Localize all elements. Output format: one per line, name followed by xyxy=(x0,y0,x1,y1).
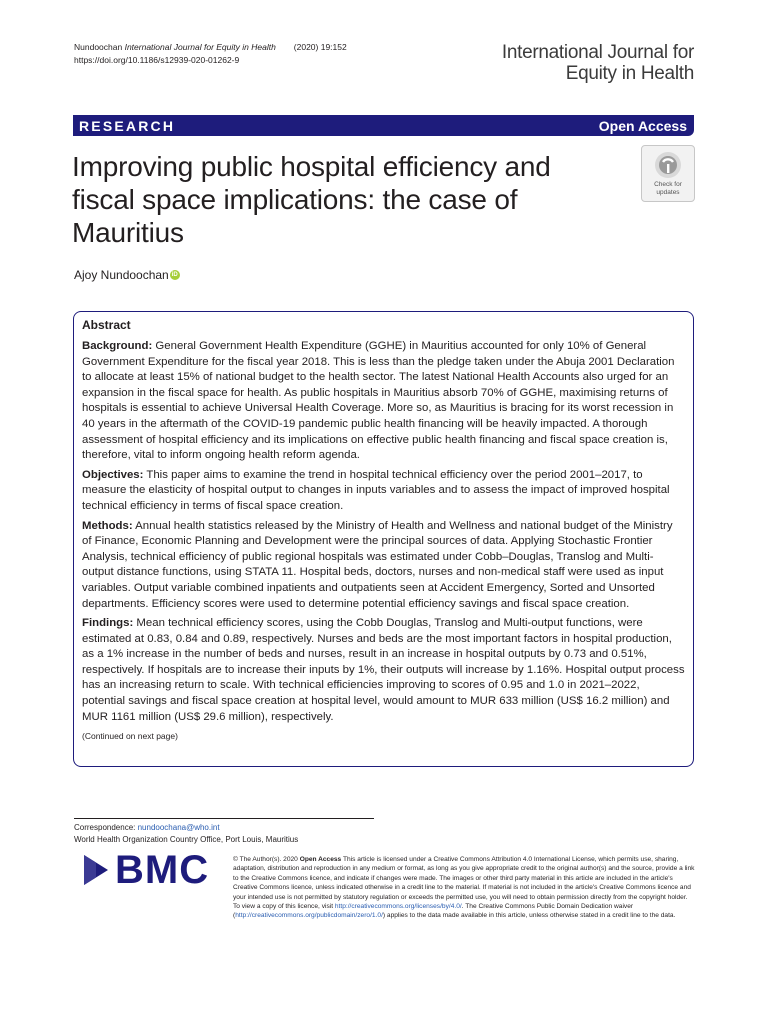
bmc-chevron-icon xyxy=(82,851,112,889)
check-for-updates-line2: updates xyxy=(656,188,680,196)
abstract-section-label: Findings: xyxy=(82,617,134,630)
article-type-label: RESEARCH xyxy=(79,117,176,134)
article-title: Improving public hospital efficiency and fiscal space implications: the case of Mauritius xyxy=(72,151,551,248)
footnote-divider xyxy=(74,818,374,819)
abstract-section-text: Mean technical efficiency scores, using the Cobb Douglas, Translog and Multi-output functions, were estimated at 0.83, 0.84 and 0.89, respectively. Nurses and beds are the most important factors in hospital production, as a 1% increase in the number of beds and nurses, result in an increase in hospital outputs by 0.73 and 0.51%, respectively. If hospitals are to increase their inputs by 1%, their outputs will increase by 1.16%. Hospital output process has an increasing return to scale. With technical efficiencies improving to scores of 0.95 and 1.0 in 2021–2022, potential savings and fiscal space creation at hospital level, would amount to MUR 633 million (US$ 16.2 million) and MUR 1161 million (US$ 29.6 million), respectively. xyxy=(82,617,685,723)
check-for-updates-badge[interactable] xyxy=(641,145,695,202)
citation-line xyxy=(74,41,347,54)
abstract-section-text: Annual health statistics released by the Ministry of Health and Wellness and national budget of the Ministry of Finance, Economic Planning and Development were the principal sources of data. Applying Stochastic Frontier Analysis, technical efficiency of public regional hospitals was estimated under Cobb–Douglas, Translog and Multi-output distance functions, using STATA 11. Hospital beds, doctors, nurses and non-medical staff were used as input variables. Output variable combined inpatients and outpatients seen at Accident Emergency, Sorted and Unsorted departments. Efficiency scores were used to determine potential efficiency savings and fiscal space creation. xyxy=(82,519,673,610)
author-name[interactable]: Ajoy Nundoochan xyxy=(74,268,169,282)
license-end: ) applies to the data made available in this article, unless otherwise stated in a credit line to the data. xyxy=(382,912,676,920)
citation-author: Nundoochan xyxy=(74,42,123,52)
correspondence-line xyxy=(74,822,220,833)
open-access-label: Open Access xyxy=(598,117,687,134)
running-head xyxy=(74,41,347,67)
bmc-wordmark: BMC xyxy=(115,848,210,892)
correspondence-label: Correspondence: xyxy=(74,823,138,832)
orcid-icon[interactable]: iD xyxy=(171,272,178,278)
abstract-background xyxy=(82,339,685,464)
license-text xyxy=(233,855,695,921)
abstract-methods xyxy=(82,519,685,613)
license-copyright: © The Author(s). 2020 xyxy=(233,856,300,863)
correspondence-email-link[interactable]: nundoochana@who.int xyxy=(137,823,220,832)
doi-link[interactable]: https://doi.org/10.1186/s12939-020-01262-9 xyxy=(74,55,240,65)
abstract-section-text: General Government Health Expenditure (GGHE) in Mauritius accounted for only 10% of General Government Expenditure for the fiscal year 2018. This is less than the pledge taken under the Abuja 2001 Declaration to allocate at least 15% of national budget to the health sector. The latest National Health Accounts also urged for an expansion in the fiscal space for health. As public hospitals in Mauritius absorb 70% of GGHE, maximising returns of hospitals is essential to achieve Universal Health Coverage. More so, as Mauritius is bracing for its worst recession in 40 years in the aftermath of the COVID-19 pandemic public health financing will be heavily impacted. A thorough assessment of hospital efficiency and its implications on effective public health financing and fiscal space creation is, therefore, vital to inform ongoing health reform agenda. xyxy=(82,340,675,462)
check-for-updates-line1: Check for xyxy=(654,181,682,188)
author-line xyxy=(74,268,180,282)
abstract-heading: Abstract xyxy=(82,318,131,332)
journal-logo-line2: Equity in Health xyxy=(565,63,694,84)
license-link-by[interactable]: http://creativecommons.org/licenses/by/4.0/ xyxy=(334,903,462,911)
license-mid: . The Creative Commons Public Domain Dedication waiver ( xyxy=(233,903,634,920)
continued-note: (Continued on next page) xyxy=(82,731,178,742)
license-link-zero[interactable]: http://creativecommons.org/publicdomain/zero/1.0/ xyxy=(235,912,383,920)
citation-year-volume: (2020) 19:152 xyxy=(293,42,347,52)
license-body: This article is licensed under a Creative Commons Attribution 4.0 International License, which permits use, sharing, adaptation, distribution and reproduction in any medium or format, as long as you give appropriate credit to the original author(s) and the source, provide a link to the Creative Commons licence, and indicate if changes were made. The images or other third party material in this article are included in the article's Creative Commons licence, unless indicated otherwise in a credit line to the material. If material is not included in the article's Creative Commons licence and your intended use is not permitted by statutory regulation or exceeds the permitted use, you will need to obtain permission directly from the copyright holder. To view a copy of this licence, visit xyxy=(233,856,695,911)
journal-logo-line1: International Journal for xyxy=(501,42,694,63)
bmc-logo xyxy=(82,850,222,890)
abstract-section-text: This paper aims to examine the trend in hospital technical efficiency over the period 2001–2017, to measure the elasticity of hospital output to changes in inputs variables and to assess the impact of improved hospital technical efficiency in terms of fiscal space creation. xyxy=(82,468,670,512)
check-for-updates-icon xyxy=(653,150,683,180)
abstract-section-label: Background: xyxy=(82,340,153,352)
abstract-box xyxy=(73,311,694,767)
journal-logo xyxy=(502,42,694,84)
abstract-section-label: Methods: xyxy=(82,519,133,532)
abstract-objectives xyxy=(82,468,685,515)
abstract-findings xyxy=(82,616,685,725)
article-type-bar xyxy=(73,115,694,136)
abstract-section-label: Objectives: xyxy=(82,468,144,481)
affiliation: World Health Organization Country Office, Port Louis, Mauritius xyxy=(74,835,299,844)
license-open-access-label: Open Access xyxy=(299,856,342,863)
citation-journal: International Journal for Equity in Health xyxy=(124,42,276,52)
